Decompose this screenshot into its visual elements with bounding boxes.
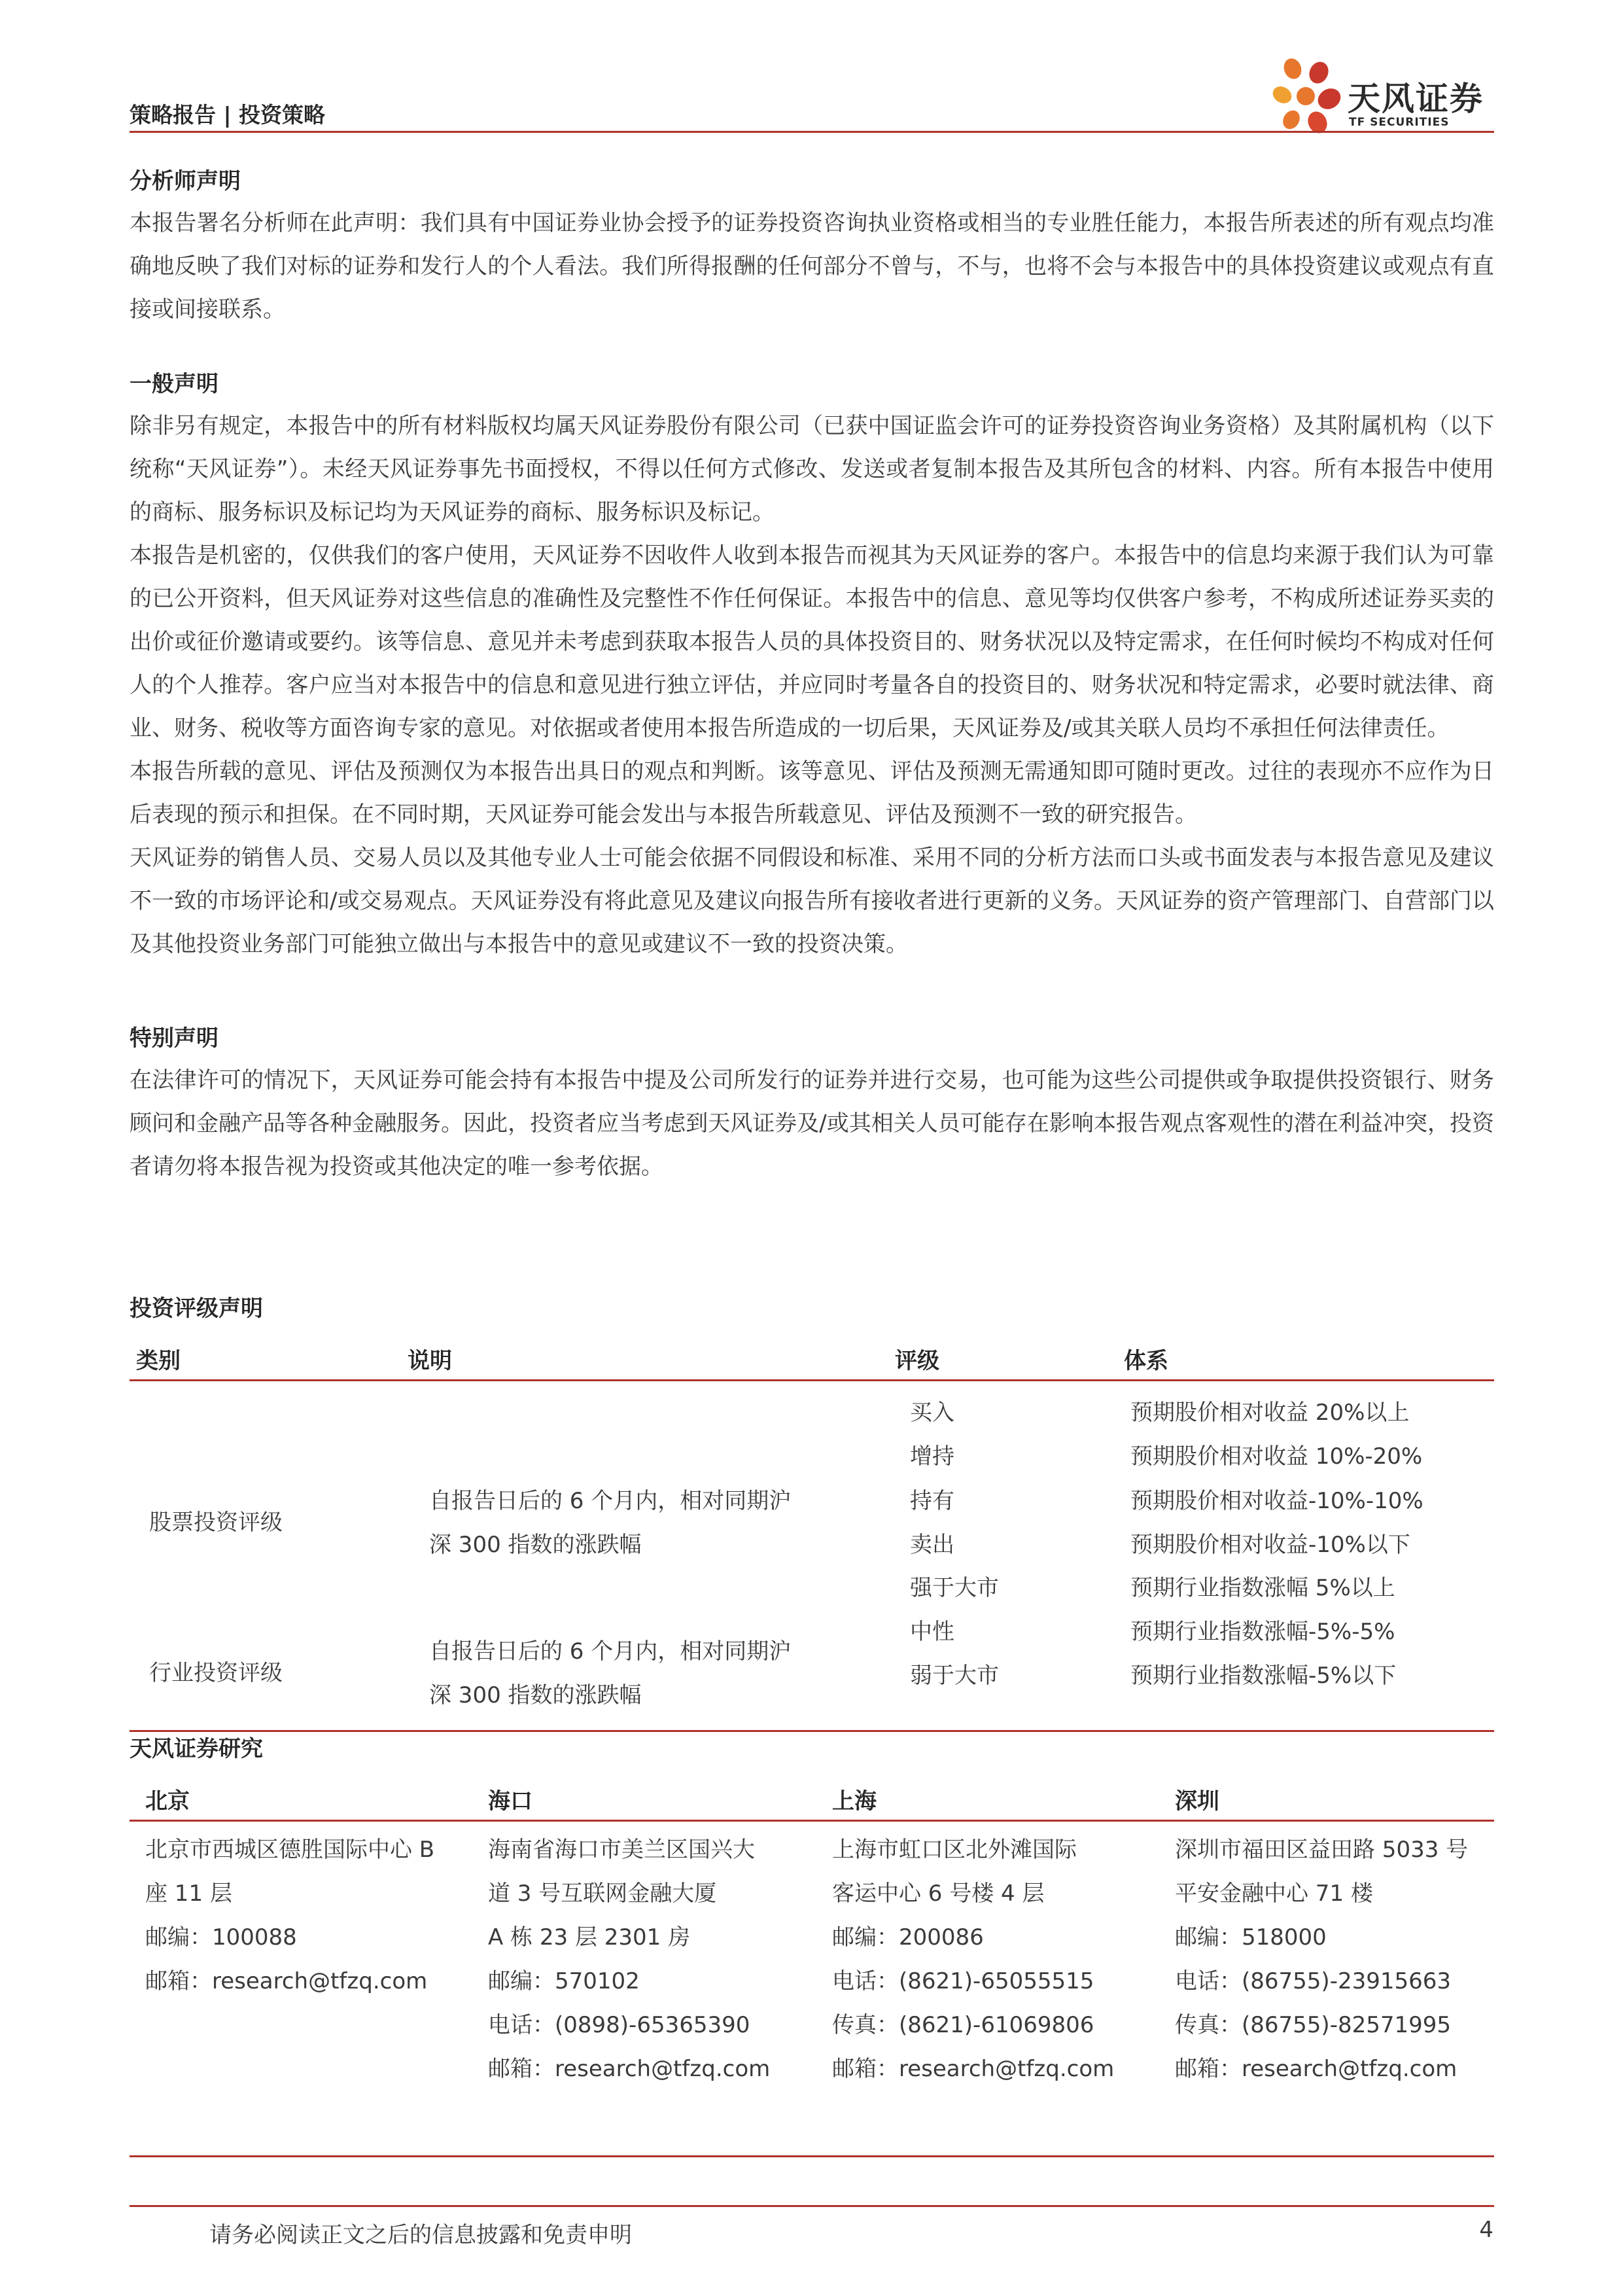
address-line: 深圳市福田区益田路 5033 号 — [1175, 1837, 1469, 1863]
postcode: 邮编：518000 — [1175, 1924, 1327, 1951]
footer-divider — [130, 2205, 1494, 2207]
rating-table-header — [130, 1335, 1494, 1381]
system-buy: 预期股价相对收益 20%以上 — [1130, 1400, 1410, 1426]
rating-table-body — [130, 1381, 1494, 1732]
grade-neutral: 中性 — [910, 1619, 954, 1645]
email: 邮箱：research@tfzq.com — [832, 2056, 1115, 2082]
column-header-system: 体系 — [1124, 1348, 1168, 1374]
beijing-office — [145, 1828, 459, 2004]
research-title: 天风证券研究 — [130, 1736, 263, 1762]
analyst-declaration-section — [130, 164, 1494, 331]
grade-outperform: 强于大市 — [910, 1575, 999, 1601]
system-hold: 预期股价相对收益-10%-10% — [1130, 1488, 1423, 1514]
stock-rating-description: 深 300 指数的涨跌幅 — [429, 1532, 642, 1558]
paragraph: 在法律许可的情况下，天风证券可能会持有本报告中提及公司所发行的证券并进行交易，也可能为这些公司提供或争取提供投资银行、财务顾问和金融产品等各种金融服务。因此，投资者应当考虑到天风证券及/或其相关人员可能存在影响本报告观点客观性的潜在利益冲突，投资者请勿将本报告视为投资或其他决定的唯一参考依据。 — [130, 1067, 1494, 1180]
industry-rating-description: 深 300 指数的涨跌幅 — [429, 1682, 642, 1708]
paragraph: 本报告是机密的，仅供我们的客户使用，天风证券不因收件人收到本报告而视其为天风证券的客户。本报告中的信息均来源于我们认为可靠的已公开资料，但天风证券对这些信息的准确性及完整性不作任何保证。本报告中的信息、意见等均仅供客户参考，不构成所述证券买卖的出价或征价邀请或要约。该等信息、意见并未考虑到获取本报告人员的具体投资目的、财务状况以及特定需求，在任何时候均不构成对任何人的个人推荐。客户应当对本报告中的信息和意见进行独立评估，并应同时考量各自的投资目的、财务状况和特定需求，必要时就法律、商业、财务、税收等方面咨询专家的意见。对依据或者使用本报告所造成的一切后果，天风证券及/或其关联人员均不承担任何法律责任。 — [130, 542, 1494, 741]
industry-rating-description: 自报告日后的 6 个月内，相对同期沪 — [429, 1638, 792, 1665]
address-line: 座 11 层 — [145, 1881, 232, 1907]
address-line: 客运中心 6 号楼 4 层 — [832, 1881, 1045, 1907]
city-haikou: 海口 — [488, 1788, 532, 1814]
flower-logo-icon — [1269, 56, 1344, 134]
rating-table — [130, 1335, 1494, 1732]
phone: 电话：(86755)-23915663 — [1175, 1968, 1452, 1994]
header-divider — [130, 131, 1494, 133]
grade-buy: 买入 — [910, 1400, 954, 1426]
postcode: 邮编：200086 — [832, 1924, 984, 1951]
system-sell: 预期股价相对收益-10%以下 — [1130, 1532, 1410, 1558]
system-overweight: 预期股价相对收益 10%-20% — [1130, 1443, 1423, 1470]
phone: 电话：(8621)-65055515 — [832, 1968, 1094, 1994]
address-line: 海南省海口市美兰区国兴大 — [488, 1837, 755, 1863]
grade-hold: 持有 — [910, 1488, 954, 1514]
section-title: 一般声明 — [130, 371, 218, 397]
research-offices-table — [130, 1776, 1494, 2157]
offices-header — [130, 1776, 1494, 1822]
postcode: 邮编：570102 — [488, 1968, 640, 1994]
postcode: 邮编：100088 — [145, 1924, 297, 1951]
address-line: 北京市西城区德胜国际中心 B — [145, 1837, 435, 1863]
page-number: 4 — [1479, 2217, 1493, 2243]
shanghai-office — [832, 1828, 1146, 2091]
fax: 传真：(86755)-82571995 — [1175, 2012, 1452, 2038]
city-shenzhen: 深圳 — [1175, 1788, 1219, 1814]
section-title: 分析师声明 — [130, 168, 241, 194]
offices-body — [130, 1822, 1494, 2157]
rating-table-title: 投资评级声明 — [130, 1296, 263, 1322]
special-declaration-section — [130, 1021, 1494, 1188]
paragraph: 除非另有规定，本报告中的所有材料版权均属天风证券股份有限公司（已获中国证监会许可的证券投资咨询业务资格）及其附属机构（以下统称“天风证券”）。未经天风证券事先书面授权，不得以任何方式修改、发送或者复制本报告及其所包含的材料、内容。所有本报告中使用的商标、服务标识及标记均为天风证券的商标、服务标识及标记。 — [130, 413, 1494, 525]
email: 邮箱：research@tfzq.com — [145, 1968, 428, 1994]
general-declaration-section — [130, 366, 1494, 966]
city-beijing: 北京 — [145, 1788, 190, 1814]
paragraph: 天风证券的销售人员、交易人员以及其他专业人士可能会依据不同假设和标准、采用不同的分析方法而口头或书面发表与本报告意见及建议不一致的市场评论和/或交易观点。天风证券没有将此意见及建议向报告所有接收者进行更新的义务。天风证券的资产管理部门、自营部门以及其他投资业务部门可能独立做出与本报告中的意见或建议不一致的投资决策。 — [130, 845, 1494, 957]
address-line: 上海市虹口区北外滩国际 — [832, 1837, 1077, 1863]
column-header-category: 类别 — [136, 1348, 181, 1374]
industry-rating-category: 行业投资评级 — [149, 1660, 283, 1686]
phone: 电话：(0898)-65365390 — [488, 2012, 750, 2038]
logo-english-name: TF SECURITIES — [1349, 116, 1450, 129]
grade-underperform: 弱于大市 — [910, 1663, 999, 1689]
city-shanghai: 上海 — [832, 1788, 877, 1814]
address-line: 平安金融中心 71 楼 — [1175, 1881, 1373, 1907]
system-neutral: 预期行业指数涨幅-5%-5% — [1130, 1619, 1395, 1645]
section-title: 特别声明 — [130, 1025, 218, 1051]
stock-rating-description: 自报告日后的 6 个月内，相对同期沪 — [429, 1488, 792, 1514]
grade-sell: 卖出 — [910, 1532, 954, 1558]
system-underperform: 预期行业指数涨幅-5%以下 — [1130, 1663, 1397, 1689]
company-logo — [1269, 56, 1498, 134]
report-category: 策略报告 | 投资策略 — [130, 102, 326, 128]
system-outperform: 预期行业指数涨幅 5%以上 — [1130, 1575, 1395, 1601]
logo-chinese-name: 天风证券 — [1348, 80, 1484, 118]
paragraph: 本报告署名分析师在此声明：我们具有中国证券业协会授予的证券投资咨询执业资格或相当的专业胜任能力，本报告所表述的所有观点均准确地反映了我们对标的证券和发行人的个人看法。我们所得报酬的任何部分不曾与，不与，也将不会与本报告中的具体投资建议或观点有直接或间接联系。 — [130, 210, 1494, 323]
column-header-grade: 评级 — [895, 1348, 939, 1374]
paragraph: 本报告所载的意见、评估及预测仅为本报告出具日的观点和判断。该等意见、评估及预测无需通知即可随时更改。过往的表现亦不应作为日后表现的预示和担保。在不同时期，天风证券可能会发出与本报告所载意见、评估及预测不一致的研究报告。 — [130, 758, 1494, 828]
grade-overweight: 增持 — [910, 1443, 954, 1470]
email: 邮箱：research@tfzq.com — [1175, 2056, 1457, 2082]
footer-disclaimer: 请务必阅读正文之后的信息披露和免责申明 — [209, 2222, 632, 2248]
shenzhen-office — [1175, 1828, 1489, 2091]
address-line: 道 3 号互联网金融大厦 — [488, 1881, 717, 1907]
column-header-description: 说明 — [408, 1348, 452, 1374]
address-line: A 栋 23 层 2301 房 — [488, 1924, 691, 1951]
stock-rating-category: 股票投资评级 — [149, 1510, 283, 1536]
haikou-office — [488, 1828, 802, 2091]
email: 邮箱：research@tfzq.com — [488, 2056, 771, 2082]
fax: 传真：(8621)-61069806 — [832, 2012, 1094, 2038]
